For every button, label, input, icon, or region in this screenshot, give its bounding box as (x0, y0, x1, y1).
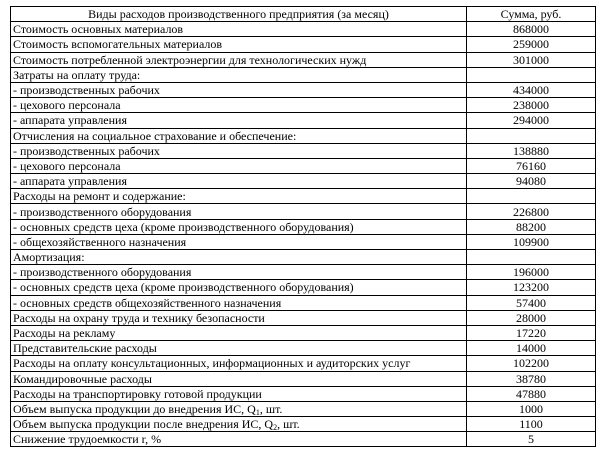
table-row (11, 128, 596, 143)
amount-value: 294000 (467, 113, 596, 128)
expense-label-cell (11, 52, 467, 67)
table-row (11, 356, 596, 371)
expense-label-cell (11, 432, 467, 447)
expense-label: - основных средств цеха (кроме производственного оборудования) (13, 280, 354, 295)
expense-label: Расходы на охрану труда и технику безопасности (13, 310, 265, 325)
amount-value: 47880 (467, 386, 596, 401)
expense-label-cell (11, 82, 467, 97)
expense-label: Снижение трудоемкости r, % (13, 432, 162, 447)
table-body (11, 22, 596, 447)
amount-value (467, 250, 596, 265)
amount-value: 434000 (467, 82, 596, 97)
expense-label: - производственных рабочих (13, 83, 160, 98)
table-row (11, 341, 596, 356)
table-row (11, 158, 596, 173)
expense-label-cell (11, 174, 467, 189)
expense-label: Расходы на оплату консультационных, информационных и аудиторских услуг (13, 356, 411, 371)
table-row (11, 82, 596, 97)
table-row (11, 265, 596, 280)
amount-value: 102200 (467, 356, 596, 371)
table-row (11, 310, 596, 325)
amount-value: 28000 (467, 310, 596, 325)
expense-label: Стоимость вспомогательных материалов (13, 37, 223, 52)
expense-label-cell (11, 371, 467, 386)
amount-value: 14000 (467, 341, 596, 356)
expense-label: Расходы на рекламу (13, 326, 116, 341)
table-row (11, 250, 596, 265)
expense-label-cell (11, 234, 467, 249)
expense-label: Стоимость основных материалов (13, 22, 184, 37)
expense-label-cell (11, 250, 467, 265)
table-row (11, 401, 596, 416)
expense-label-cell (11, 143, 467, 158)
expense-label: Стоимость потребленной электроэнергии для технологических нужд (13, 52, 367, 67)
amount-value: 17220 (467, 325, 596, 340)
expense-label: - аппарата управления (13, 113, 127, 128)
expense-label: Объем выпуска продукции после внедрения ИС, Q (13, 417, 274, 432)
header-expense-type: Виды расходов производственного предприятия (за месяц) (11, 7, 467, 22)
expense-label-cell (11, 113, 467, 128)
subscript-index: 1 (255, 407, 260, 417)
table-row (11, 189, 596, 204)
table-row (11, 98, 596, 113)
amount-value: 259000 (467, 37, 596, 52)
table-row (11, 219, 596, 234)
table-row (11, 143, 596, 158)
expense-label: - цехового персонала (13, 98, 121, 113)
table-row (11, 280, 596, 295)
table-header-row (11, 7, 596, 22)
amount-value: 301000 (467, 52, 596, 67)
expense-label-cell (11, 401, 467, 416)
amount-value: 94080 (467, 174, 596, 189)
table-row (11, 67, 596, 82)
table-row (11, 432, 596, 447)
amount-value: 226800 (467, 204, 596, 219)
amount-value (467, 189, 596, 204)
expense-label-cell (11, 204, 467, 219)
expense-label-cell (11, 189, 467, 204)
expense-label-cell (11, 417, 467, 432)
expense-label-cell (11, 128, 467, 143)
expense-label-cell (11, 67, 467, 82)
table-row (11, 386, 596, 401)
table-row (11, 113, 596, 128)
expense-label-cell (11, 386, 467, 401)
amount-value: 57400 (467, 295, 596, 310)
amount-value: 138880 (467, 143, 596, 158)
expense-label-cell (11, 325, 467, 340)
expense-label: - основных средств цеха (кроме производственного оборудования) (13, 219, 354, 234)
expense-label-cell (11, 158, 467, 173)
expense-label: Расходы на транспортировку готовой продукции (13, 386, 262, 401)
table-row (11, 37, 596, 52)
amount-value: 868000 (467, 22, 596, 37)
amount-value: 123200 (467, 280, 596, 295)
expense-label: - аппарата управления (13, 174, 127, 189)
expense-label-cell (11, 219, 467, 234)
amount-value: 1000 (467, 401, 596, 416)
table-row (11, 295, 596, 310)
amount-value: 196000 (467, 265, 596, 280)
table-row (11, 371, 596, 386)
expense-label: Затраты на оплату труда: (13, 67, 141, 82)
amount-value (467, 67, 596, 82)
amount-value: 38780 (467, 371, 596, 386)
expense-label-cell (11, 356, 467, 371)
expense-label: - производственных рабочих (13, 143, 160, 158)
expense-label-cell (11, 280, 467, 295)
amount-value: 109900 (467, 234, 596, 249)
expense-label: - производственного оборудования (13, 204, 192, 219)
expense-label-cell (11, 341, 467, 356)
expense-label-cell (11, 265, 467, 280)
table-row (11, 52, 596, 67)
expense-label: Представительские расходы (13, 341, 157, 356)
expense-label: Командировочные расходы (13, 371, 152, 386)
expense-label-cell (11, 98, 467, 113)
amount-value (467, 128, 596, 143)
unit-suffix: , шт. (259, 401, 283, 416)
amount-value: 76160 (467, 158, 596, 173)
amount-value: 1100 (467, 417, 596, 432)
amount-value: 238000 (467, 98, 596, 113)
expense-label-cell (11, 22, 467, 37)
table-row (11, 174, 596, 189)
subscript-index: 2 (273, 423, 278, 432)
expense-label: - цехового персонала (13, 158, 121, 173)
table-row (11, 234, 596, 249)
expense-label-cell (11, 310, 467, 325)
table-row (11, 325, 596, 340)
unit-suffix: , шт. (277, 417, 300, 432)
expense-label: Амортизация: (13, 250, 85, 265)
amount-value: 5 (467, 432, 596, 447)
expense-label: - производственного оборудования (13, 265, 192, 280)
document-page (10, 6, 596, 447)
table-row (11, 417, 596, 432)
expense-label: Расходы на ремонт и содержание: (13, 189, 186, 204)
amount-value: 88200 (467, 219, 596, 234)
expense-label: Объем выпуска продукции до внедрения ИС, Q (13, 401, 256, 416)
expense-label: Отчисления на социальное страхование и обеспечение: (13, 128, 297, 143)
expense-label: - общехозяйственного назначения (13, 234, 187, 249)
expense-label-cell (11, 37, 467, 52)
table-row (11, 204, 596, 219)
header-amount: Сумма, руб. (467, 7, 596, 22)
table-row (11, 22, 596, 37)
expenses-table (10, 6, 596, 447)
expense-label-cell (11, 295, 467, 310)
expense-label: - основных средств общехозяйственного назначения (13, 295, 282, 310)
